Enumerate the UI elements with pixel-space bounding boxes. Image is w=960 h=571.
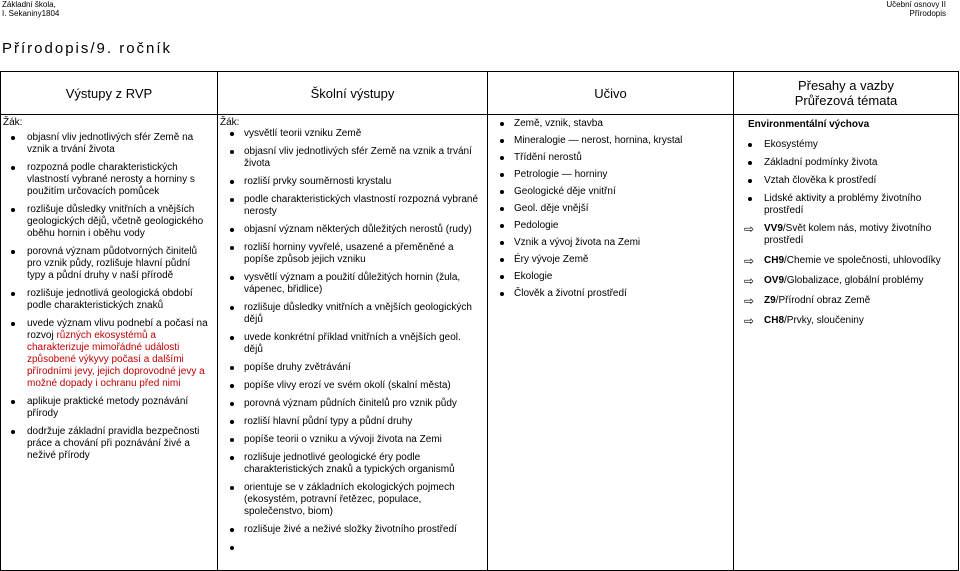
subject-text: /Svět kolem nás, motivy životního prostředí — [764, 223, 932, 246]
list-item: Ekosystémy — [740, 139, 952, 151]
list-item — [1, 318, 217, 390]
subject-code: VV9 — [764, 223, 783, 234]
page-title: Přírodopis/9. ročník — [2, 40, 173, 57]
subject-link — [740, 255, 952, 267]
subject-text: /Chemie ve společnosti, uhlovodíky — [784, 255, 941, 266]
document-header — [886, 0, 946, 18]
curriculum-list — [488, 115, 733, 300]
document-type: Učební osnovy II — [886, 0, 946, 9]
cross-topics-cell — [734, 115, 959, 571]
list-item: Geol. děje vnější — [488, 203, 733, 215]
list-item: rozliší prvky souměrnosti krystalu — [218, 176, 487, 188]
list-item: uvede konkrétní příklad vnitřních a vnějších geol. dějů — [218, 332, 487, 356]
subject-link — [740, 223, 952, 247]
column-header-rvp: Výstupy z RVP — [1, 72, 218, 115]
school-header — [2, 0, 59, 18]
column-header-school-outputs: Školní výstupy — [218, 72, 488, 115]
list-item: rozlišuje jednotlivé geologické éry podle charakteristických znaků a typických organismů — [218, 452, 487, 476]
rvp-list — [1, 128, 217, 462]
column-header-cross-topics — [734, 72, 959, 115]
list-item: rozlišuje důsledky vnitřních a vnějších geologických dějů — [218, 302, 487, 326]
list-item: rozlišuje jednotlivá geologická období podle charakteristických znaků — [1, 288, 217, 312]
list-item: Mineralogie — nerost, hornina, krystal — [488, 135, 733, 147]
list-item: Vztah člověka k prostředí — [740, 175, 952, 187]
list-item: porovná význam půdních činitelů pro vznik půdy — [218, 398, 487, 410]
list-item: porovná význam půdotvorných činitelů pro vznik půdy, rozlišuje hlavní půdní typy a půdní druhy v naší přírodě — [1, 246, 217, 282]
list-item: rozlišuje živé a neživé složky životního prostředí — [218, 524, 487, 536]
list-item: rozliší hlavní půdní typy a půdní druhy — [218, 416, 487, 428]
subject-code: CH9 — [764, 255, 785, 266]
list-item: orientuje se v základních ekologických pojmech (ekosystém, potravní řetězec, populace, společenstvo, biom) — [218, 482, 487, 518]
list-item-empty — [218, 542, 487, 554]
school-name: Základní škola, — [2, 0, 56, 9]
arrow-right-icon: ⇨ — [744, 314, 755, 328]
list-item: rozlišuje důsledky vnitřních a vnějších geologických dějů, včetně geologického oběhu hornin i oběhu vody — [1, 204, 217, 240]
arrow-right-icon: ⇨ — [744, 222, 755, 236]
environmental-education-heading: Environmentální výchova — [748, 119, 870, 130]
subject-link — [740, 295, 952, 307]
list-item: Lidské aktivity a problémy životního prostředí — [740, 193, 952, 217]
list-item-highlight: různých ekosystémů a charakterizuje mimořádné události způsobené výkyvy počasí a dalšími přírodními jevy, jejich doprovodné jevy a možné dopady i ochranu před nimi — [27, 330, 205, 389]
pupil-label: Žák: — [220, 117, 240, 128]
arrow-right-icon: ⇨ — [744, 274, 755, 288]
list-item: Petrologie — horniny — [488, 169, 733, 181]
arrow-right-icon: ⇨ — [744, 294, 755, 308]
pupil-label: Žák: — [3, 117, 23, 128]
school-outputs-cell — [218, 115, 488, 571]
subject-code: Z9 — [764, 295, 776, 306]
list-item: Pedologie — [488, 220, 733, 232]
list-item: Ekologie — [488, 271, 733, 283]
list-item: objasní význam některých důležitých nerostů (rudy) — [218, 224, 487, 236]
column-header-cross-line2: Průřezová témata — [794, 93, 898, 108]
subject-text: /Přírodní obraz Země — [775, 295, 871, 306]
list-item: dodržuje základní pravidla bezpečnosti práce a chování při poznávání živé a neživé přírody — [1, 426, 217, 462]
subject-text: /Globalizace, globální problémy — [784, 275, 924, 286]
list-item: popíše druhy zvětrávání — [218, 362, 487, 374]
school-outputs-list — [218, 128, 487, 554]
subject-code: CH8 — [764, 315, 785, 326]
list-item: aplikuje praktické metody poznávání přírody — [1, 396, 217, 420]
column-header-cross-line1: Přesahy a vazby — [797, 78, 895, 93]
list-item: Země, vznik, stavba — [488, 118, 733, 130]
subject-name: Přírodopis — [909, 9, 946, 18]
subject-text: /Prvky, sloučeniny — [784, 315, 864, 326]
list-item: Třídění nerostů — [488, 152, 733, 164]
rvp-cell — [1, 115, 218, 571]
subject-link — [740, 315, 952, 327]
list-item: Geologické děje vnitřní — [488, 186, 733, 198]
list-item: podle charakteristických vlastností rozpozná vybrané nerosty — [218, 194, 487, 218]
list-item: vysvětlí význam a použití důležitých hornin (žula, vápenec, břidlice) — [218, 272, 487, 296]
curriculum-cell — [488, 115, 734, 571]
list-item: Vznik a vývoj života na Zemi — [488, 237, 733, 249]
school-address: I. Sekaniny1804 — [2, 9, 60, 18]
list-item: popíše vlivy erozí ve svém okolí (skalní města) — [218, 380, 487, 392]
list-item: Základní podmínky života — [740, 157, 952, 169]
subject-links-list — [740, 223, 952, 327]
environmental-topics-list — [740, 139, 952, 217]
list-item: objasní vliv jednotlivých sfér Země na vznik a trvání života — [218, 146, 487, 170]
subject-code: OV9 — [764, 275, 785, 286]
arrow-right-icon: ⇨ — [744, 254, 755, 268]
list-item-text: uvede význam vlivu podnebí a počasí na rozvoj — [27, 318, 208, 341]
list-item: rozliší horniny vyvřelé, usazené a přeměněné a popíše způsob jejich vzniku — [218, 242, 487, 266]
list-item: popíše teorii o vzniku a vývoji života na Zemi — [218, 434, 487, 446]
list-item: Éry vývoje Země — [488, 254, 733, 266]
list-item: objasní vliv jednotlivých sfér Země na vznik a trvání života — [1, 132, 217, 156]
column-header-curriculum: Učivo — [488, 72, 734, 115]
curriculum-table — [0, 71, 959, 571]
list-item: rozpozná podle charakteristických vlastností vybrané nerosty a horniny s použitím určovacích pomůcek — [1, 162, 217, 198]
list-item: vysvětlí teorii vzniku Země — [218, 128, 487, 140]
subject-link — [740, 275, 952, 287]
list-item: Člověk a životní prostředí — [488, 288, 733, 300]
